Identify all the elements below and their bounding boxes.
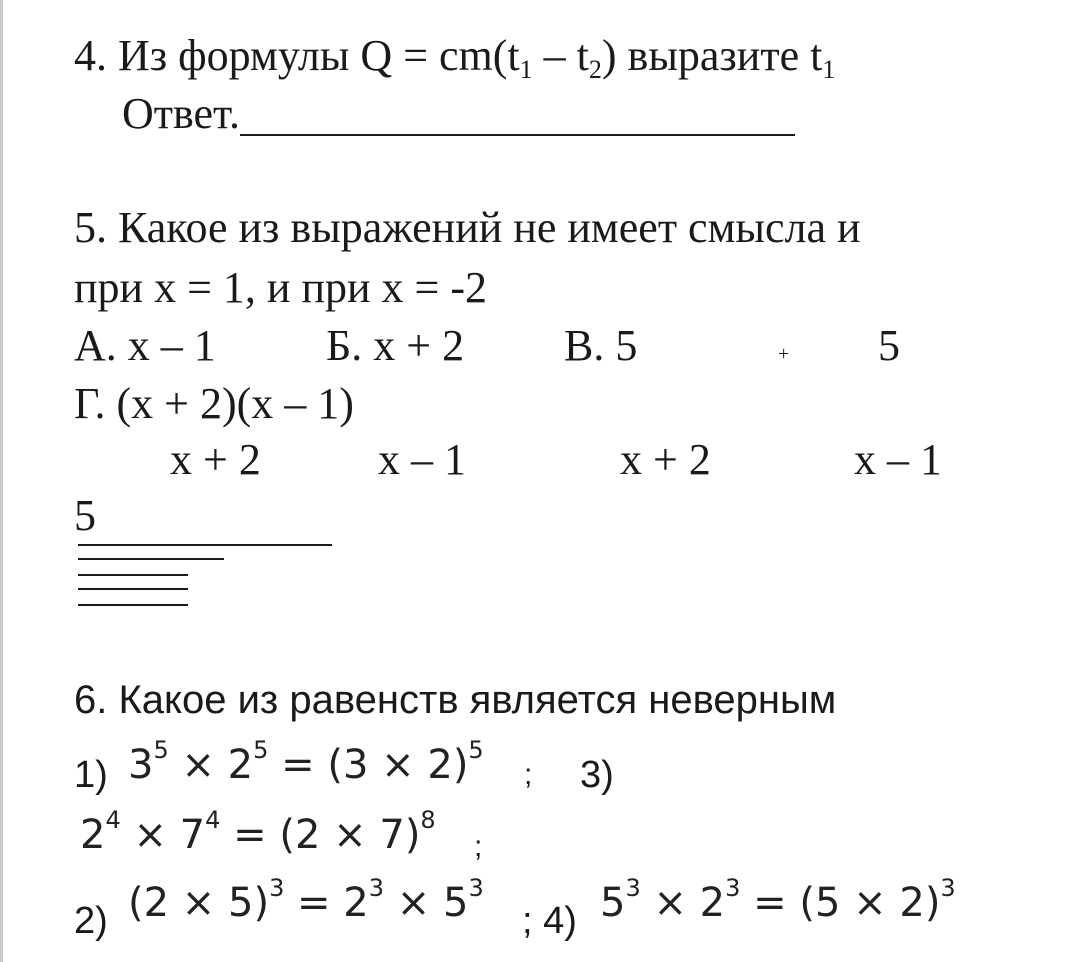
q6-label-1: 1) [74, 754, 108, 796]
q4-formula-mid: – t [532, 31, 589, 80]
fraction-rule [78, 604, 188, 606]
fraction-rule [78, 558, 224, 560]
eq4-exp: 3 [725, 874, 741, 902]
eq2-lhs: (2 × 5) [128, 880, 270, 926]
q5-denominator-2: х – 1 [378, 435, 466, 484]
q4-subscript-1: 1 [519, 55, 533, 84]
q5-denominator-1: х + 2 [170, 435, 261, 484]
eq4-base-5: 5 [600, 880, 626, 926]
q4-formula-prefix: Из формулы Q = cm(t [118, 31, 520, 80]
answer-blank-line[interactable] [240, 96, 795, 136]
q5-line-2: при х = 1, и при х = -2 [74, 263, 488, 312]
fraction-rule [78, 588, 188, 590]
eq1-base-3: 3 [128, 742, 154, 788]
q6-semicolon: ; [524, 758, 533, 791]
eq3-base-2: 2 [80, 812, 106, 858]
eq3-exp: 4 [105, 806, 121, 834]
fraction-rule [78, 574, 188, 576]
q5-option-b: Б. х + 2 [326, 321, 465, 370]
eq1-times-2: × 2 [168, 742, 254, 788]
q4-subscript-2: 2 [588, 55, 602, 84]
equation-4 [600, 874, 956, 926]
q6-title: 6. Какое из равенств является неверным [74, 678, 837, 722]
eq3-exp: 8 [420, 806, 436, 834]
fraction-rule [78, 544, 332, 546]
eq1-exp: 5 [153, 736, 169, 764]
q6-label-2: 2) [74, 900, 108, 942]
eq2-exp: 3 [269, 874, 285, 902]
q4-answer-label: Ответ. [122, 89, 240, 138]
eq2-exp: 3 [368, 874, 385, 902]
q6-semicolon: ; [474, 830, 483, 863]
q5-denominator-3: х + 2 [620, 435, 711, 484]
question-4 [74, 31, 836, 84]
q5-line-1: 5. Какое из выражений не имеет смысла и [74, 203, 861, 252]
equation-3 [80, 806, 436, 858]
q4-answer-row [122, 89, 795, 138]
eq4-rhs: = (5 × 2) [740, 880, 941, 926]
page-border [0, 0, 3, 962]
eq4-exp: 3 [625, 874, 641, 902]
q6-label-4: ; 4) [522, 900, 577, 942]
eq1-exp: 5 [468, 736, 484, 764]
q5-numerator-5: 5 [74, 491, 96, 540]
q5-small-plus: + [778, 343, 790, 365]
q5-option-v-second: 5 [878, 321, 900, 370]
eq2-times-5: × 5 [384, 880, 469, 926]
eq3-times-7: × 7 [120, 812, 206, 858]
q5-option-a: А. х – 1 [74, 321, 216, 370]
eq3-exp: 4 [205, 806, 221, 834]
eq1-rhs: = (3 × 2) [268, 742, 469, 788]
q4-number: 4. [74, 31, 107, 80]
eq2-exp: 3 [468, 874, 484, 902]
equation-2 [128, 874, 484, 926]
equation-1 [128, 736, 484, 788]
q4-formula-suffix: ) выразите t [601, 31, 823, 80]
q5-denominator-4: х – 1 [854, 435, 942, 484]
eq4-exp: 3 [940, 874, 956, 902]
q4-subscript-3: 1 [822, 55, 836, 84]
q5-option-g: Г. (х + 2)(х – 1) [74, 379, 354, 428]
eq3-rhs: = (2 × 7) [220, 812, 421, 858]
eq4-times-2: × 2 [640, 880, 726, 926]
q6-label-3: 3) [580, 754, 614, 796]
eq1-exp: 5 [253, 736, 269, 764]
eq2-equals-2: = 2 [284, 880, 369, 926]
q5-option-v: В. 5 [564, 321, 638, 370]
